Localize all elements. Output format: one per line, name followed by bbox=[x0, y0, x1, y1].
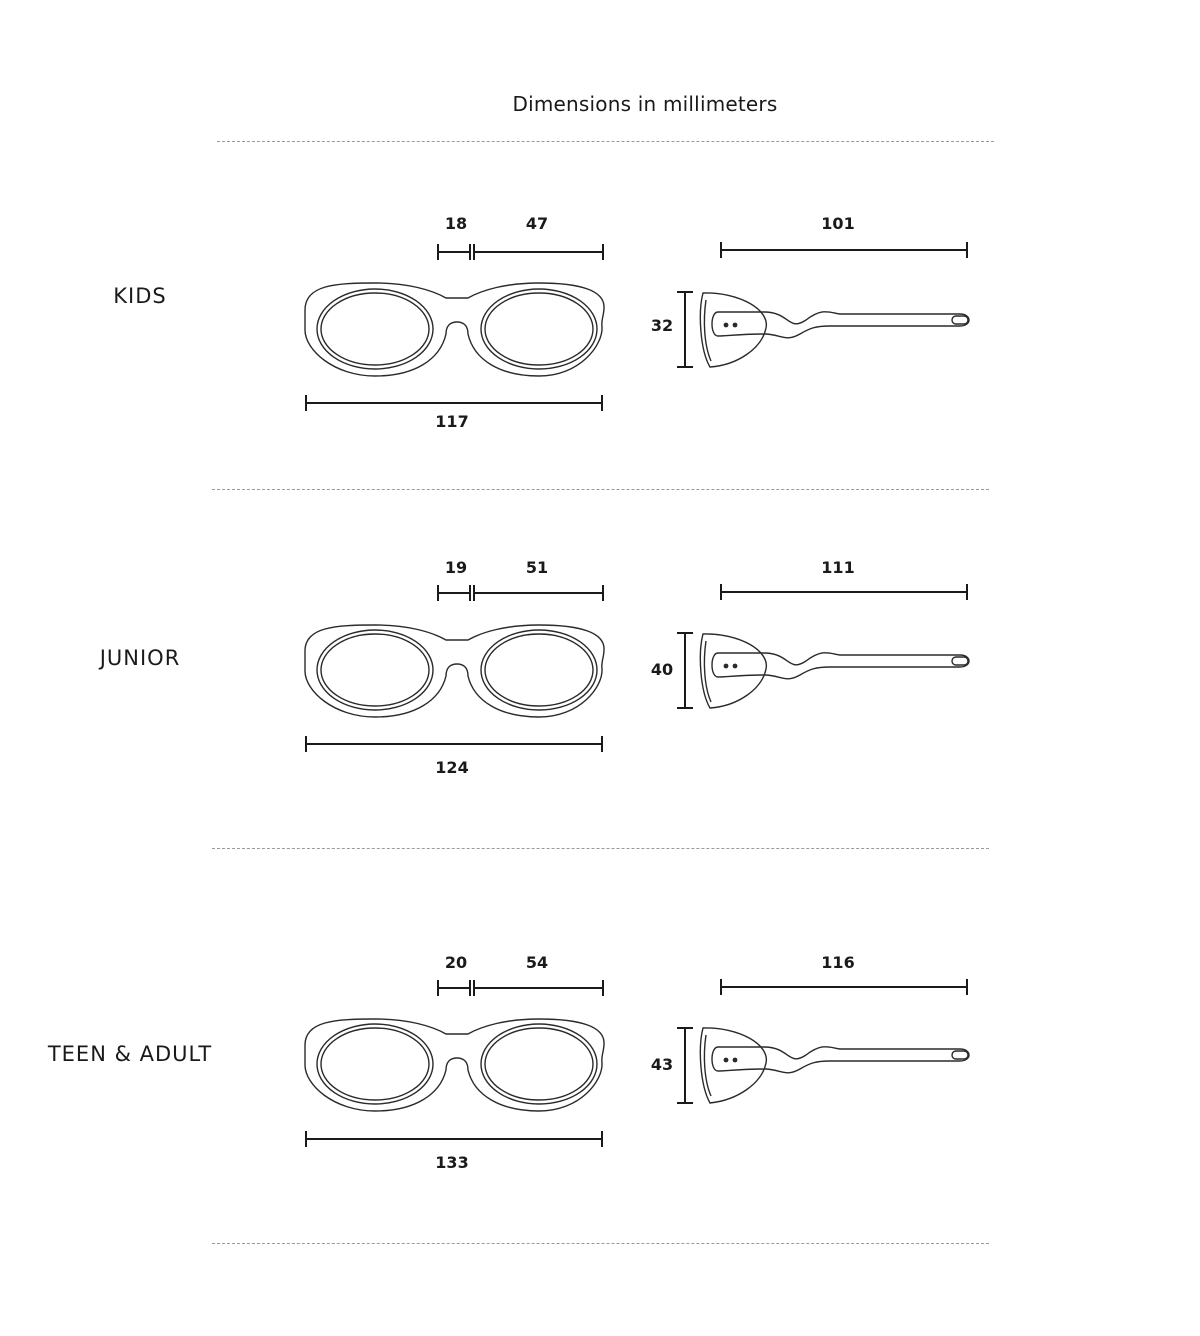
teen-adult-diagram bbox=[0, 940, 1200, 1200]
divider-1 bbox=[212, 489, 989, 490]
temple-length-dimension-label: 116 bbox=[821, 953, 855, 972]
bridge-dimension-label: 18 bbox=[444, 214, 468, 233]
total-width-dimension-label: 117 bbox=[435, 412, 469, 431]
bridge-dimension-label: 19 bbox=[444, 558, 468, 577]
total-width-dimension-label: 133 bbox=[435, 1153, 469, 1172]
divider-2 bbox=[212, 848, 989, 849]
size-label-junior: JUNIOR bbox=[99, 646, 181, 670]
bridge-dimension-label: 20 bbox=[444, 953, 468, 972]
divider-top bbox=[217, 141, 994, 142]
lens-height-dimension-label: 40 bbox=[650, 660, 674, 679]
lens-width-dimension-label: 47 bbox=[525, 214, 549, 233]
lens-width-dimension-label: 51 bbox=[525, 558, 549, 577]
lens-width-dimension-label: 54 bbox=[525, 953, 549, 972]
page-title: Dimensions in millimeters bbox=[512, 92, 778, 116]
glasses-front-view bbox=[305, 283, 604, 376]
temple-length-dimension-label: 111 bbox=[821, 558, 855, 577]
glasses-front-view bbox=[305, 1019, 604, 1111]
lens-height-dimension-label: 43 bbox=[650, 1055, 674, 1074]
divider-bottom bbox=[212, 1243, 989, 1244]
size-label-kids: KIDS bbox=[113, 284, 167, 308]
junior-diagram bbox=[0, 545, 1200, 805]
total-width-dimension-label: 124 bbox=[435, 758, 469, 777]
glasses-side-view bbox=[700, 634, 969, 708]
size-label-teen-adult: TEEN & ADULT bbox=[47, 1042, 213, 1066]
glasses-side-view bbox=[700, 293, 969, 367]
lens-height-dimension-label: 32 bbox=[650, 316, 674, 335]
temple-length-dimension-label: 101 bbox=[821, 214, 855, 233]
glasses-front-view bbox=[305, 625, 604, 717]
kids-diagram bbox=[0, 200, 1200, 460]
glasses-side-view bbox=[700, 1028, 969, 1103]
